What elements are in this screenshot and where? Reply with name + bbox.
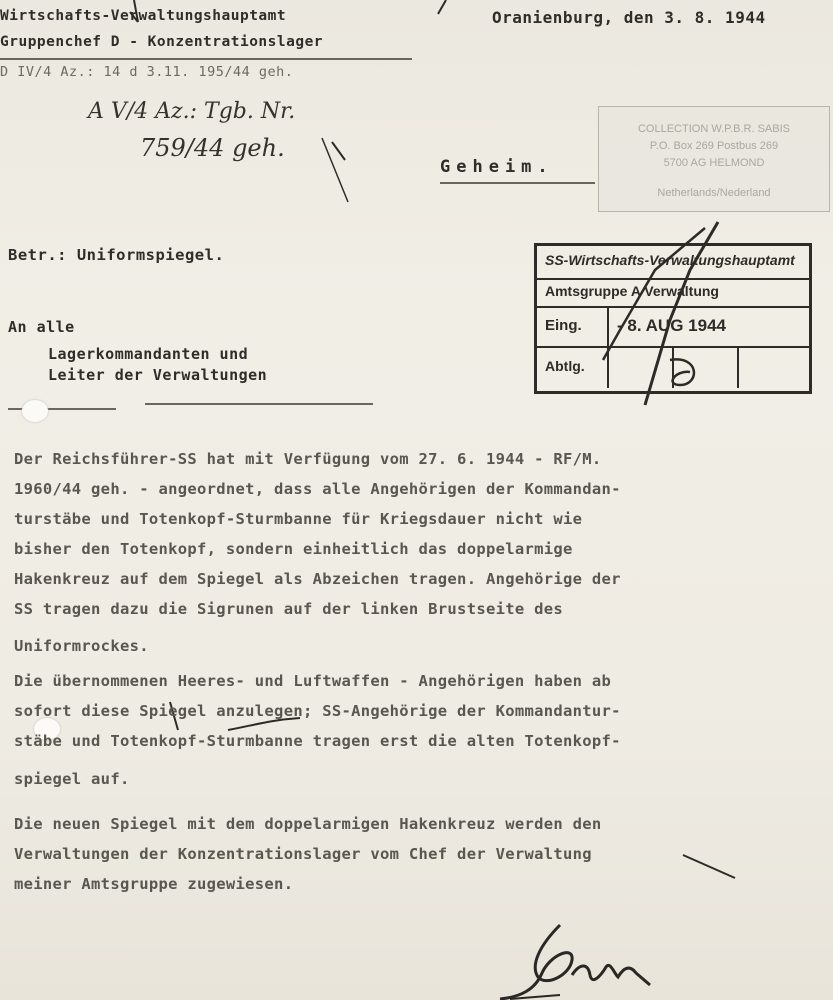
received-date: - 8. AUG 1944 bbox=[617, 316, 726, 335]
recipients-intro: An alle bbox=[8, 318, 75, 336]
body-line-5: Hakenkreuz auf dem Spiegel als Abzeichen tragen. Angehörige der bbox=[14, 570, 621, 588]
handwritten-reference-1: A V/4 Az.: Tgb. Nr. bbox=[88, 99, 296, 124]
punch-hole-top bbox=[22, 400, 48, 422]
handwritten-reference-2: 759/44 geh. bbox=[140, 134, 285, 162]
recipients-rule bbox=[145, 403, 373, 405]
receipt-stamp-title: SS-Wirtschafts-Verwaltungshauptamt bbox=[545, 252, 795, 268]
body-line-11: spiegel auf. bbox=[14, 770, 130, 788]
collection-stamp-line-1: COLLECTION W.P.B.R. SABIS bbox=[637, 123, 790, 135]
recipients-line-2: Leiter der Verwaltungen bbox=[48, 366, 268, 384]
body-line-9: sofort diese Spiegel anzulegen; SS-Angehörige der Kommandantur- bbox=[14, 702, 621, 720]
recipients-line-1: Lagerkommandanten und bbox=[48, 345, 249, 363]
classification-secret: Geheim. bbox=[440, 157, 554, 177]
collection-stamp-line-4: Netherlands/Nederland bbox=[657, 187, 771, 199]
collection-stamp-line-2: P.O. Box 269 Postbus 269 bbox=[649, 140, 779, 152]
signature bbox=[480, 915, 660, 1000]
body-line-2: 1960/44 geh. - angeordnet, dass alle Angehörigen der Kommandan- bbox=[14, 480, 621, 498]
subject-line: Betr.: Uniformspiegel. bbox=[8, 246, 225, 264]
collection-stamp-line-3: 5700 AG HELMOND bbox=[663, 157, 765, 169]
body-line-6: SS tragen dazu die Sigrunen auf der linken Brustseite des bbox=[14, 600, 564, 618]
body-line-4: bisher den Totenkopf, sondern einheitlich das doppelarmige bbox=[14, 540, 573, 558]
body-line-14: meiner Amtsgruppe zugewiesen. bbox=[14, 875, 294, 893]
body-line-12: Die neuen Spiegel mit dem doppelarmigen Hakenkreuz werden den bbox=[14, 815, 602, 833]
body-line-1: Der Reichsführer-SS hat mit Verfügung vom 27. 6. 1944 - RF/M. bbox=[14, 450, 602, 468]
org-line-2: Gruppenchef D - Konzentrationslager bbox=[0, 34, 324, 50]
org-line-1: Wirtschafts-Verwaltungshauptamt bbox=[0, 8, 287, 24]
reference-line: D IV/4 Az.: 14 d 3.11. 195/44 geh. bbox=[0, 64, 294, 80]
body-line-8: Die übernommenen Heeres- und Luftwaffen - Angehörigen haben ab bbox=[14, 672, 612, 690]
body-line-7: Uniformrockes. bbox=[14, 637, 149, 655]
body-line-3: turstäbe und Totenkopf-Sturmbanne für Kriegsdauer nicht wie bbox=[14, 510, 583, 528]
receipt-stamp-subtitle: Amtsgruppe A Verwaltung bbox=[545, 283, 719, 299]
body-line-13: Verwaltungen der Konzentrationslager vom Chef der Verwaltung bbox=[14, 845, 592, 863]
place-date: Oranienburg, den 3. 8. 1944 bbox=[492, 8, 766, 27]
department-label: Abtlg. bbox=[545, 358, 585, 374]
body-line-10: stäbe und Totenkopf-Sturmbanne tragen erst die alten Totenkopf- bbox=[14, 732, 621, 750]
received-label: Eing. bbox=[545, 317, 582, 334]
